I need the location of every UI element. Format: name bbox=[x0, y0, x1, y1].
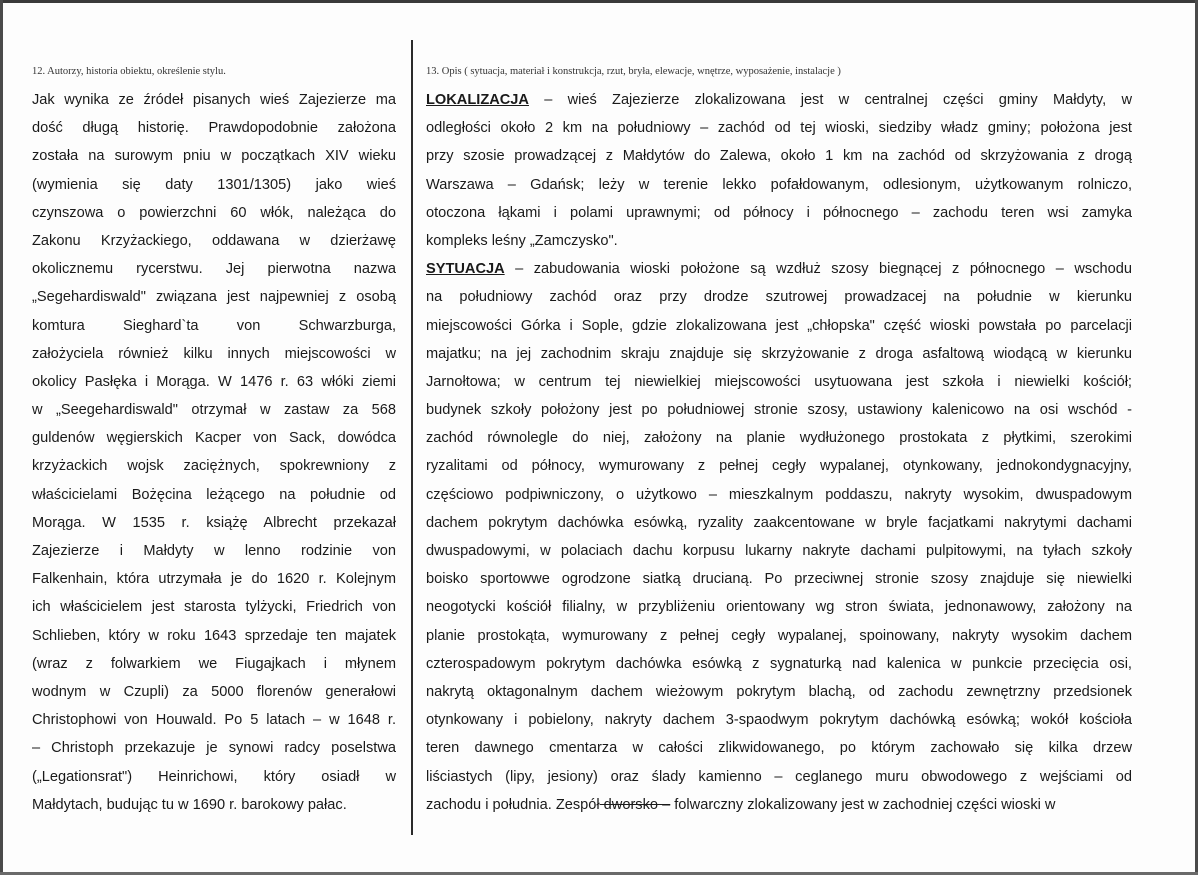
history-line: Jak wynika ze źródeł pisanych wieś Zajezierze ma bbox=[32, 92, 396, 108]
description-line: przy szosie prowadzącej z Małdytów do Zalewa, około 1 km na zachód od skrzyżowania z drogą bbox=[426, 148, 1132, 165]
history-line: guldenów węgierskich Kacper von Sack, dowódca bbox=[32, 430, 396, 447]
description-text: – wieś Zajezierze zlokalizowana jest w centralnej części gminy Małdyty, w bbox=[528, 92, 1132, 108]
scan-edge-top bbox=[0, 0, 1198, 3]
history-line: Zajezierze i Małdyty w lenno rodzinie von bbox=[32, 543, 396, 559]
description-line: teren dawnego cmentarza w całości zlikwidowanego, po którym zachowało się kilka drzew bbox=[426, 740, 1132, 757]
section-13-heading: 13. Opis ( sytuacja, materiał i konstrukcja, rzut, bryła, elewacje, wnętrze, wyposażenie, instalacje ) bbox=[426, 66, 841, 77]
history-line: ich właścicielem jest starosta tylżycki, Friedrich von bbox=[32, 599, 396, 616]
history-line: okolicznemu rycerstwu. Jej pierwotna nazwa bbox=[32, 261, 396, 278]
history-line: Morąga. W 1535 r. książę Albrecht przekazał bbox=[32, 514, 396, 531]
lokalizacja-paragraph bbox=[426, 86, 1132, 255]
right-column bbox=[426, 58, 1132, 819]
description-line bbox=[426, 255, 1132, 283]
history-text bbox=[32, 86, 396, 819]
description-line: neogotycki kościół filialny, w przybliżeniu orientowany wg stron świata, jednonawowy, założony na bbox=[426, 599, 1132, 616]
description-line: czterospadowym pokrytym dachówka esówką z sygnaturką nad kalenica w punkcie przecięcia osi, bbox=[426, 655, 1132, 672]
history-line: krzyżackich wojsk zaciężnych, spokrewniony z bbox=[32, 458, 396, 475]
lokalizacja-label: LOKALIZACJA bbox=[426, 92, 529, 108]
struck-out-text: dworsko – bbox=[599, 796, 671, 813]
description-line bbox=[426, 86, 1132, 114]
left-column bbox=[32, 58, 396, 819]
description-line: miejscowości Górka i Sople, gdzie zlokalizowana jest „chłopska" część wioski powstała po parcelacji bbox=[426, 317, 1132, 334]
column-divider bbox=[411, 40, 413, 835]
description-line: ryzalitami od północy, wymurowany z pełnej cegły wypalanej, otynkowany, jednokondygnacyjny, bbox=[426, 458, 1132, 475]
description-text: zachodu i południa. bbox=[426, 796, 552, 813]
description-text: Zespół bbox=[551, 796, 600, 813]
history-line: („Legationsrat") Heinrichowi, który osiadł w bbox=[32, 768, 396, 785]
history-line: „Segehardiswald" związana jest najpewniej z osobą bbox=[32, 289, 396, 306]
history-line: (wymienia się daty 1301/1305) jako wieś bbox=[32, 176, 396, 193]
description-line: Warszawa – Gdańsk; leży w terenie lekko pofałdowanym, odlesionym, użytkowanym rolniczo, bbox=[426, 176, 1132, 193]
description-line: otynkowany i pobielony, nakryty dachem 3-spaodwym pokrytym dachówką esówką; wokół kościoła bbox=[426, 712, 1132, 729]
history-line: dość długą historię. Prawdopodobnie założona bbox=[32, 120, 396, 137]
description-line: majatku; na jej zachodnim skraju znajduje się skrzyżowanie z droga asfaltową wiodącą w kierunku bbox=[426, 345, 1132, 362]
history-line: została na surowym pniu w początkach XIV wieku bbox=[32, 148, 396, 165]
description-line: na południowy zachód oraz przy drodze szutrowej prowadzacej na południe w kierunku bbox=[426, 289, 1132, 306]
history-line: Falkenhain, która utrzymała je do 1620 r. Kolejnym bbox=[32, 571, 396, 588]
history-line: czynszowa o powierzchni 60 włók, należąca do bbox=[32, 204, 396, 221]
description-line: liściastych (lipy, jesiony) oraz ślady kamienno – ceglanego muru obwodowego z wejściami od bbox=[426, 768, 1132, 785]
description-line: otoczona łąkami i polami uprawnymi; od północy i północnego – zachodu teren wsi zamyka bbox=[426, 204, 1132, 221]
description-line: częściowo podpiwniczony, o użytkowo – mieszkalnym poddaszu, nakryty wysokim, dwuspadowym bbox=[426, 486, 1132, 503]
history-line: w „Seegehardiswald" otrzymał w zastaw za 568 bbox=[32, 402, 396, 419]
description-line: nakrytą oktagonalnym dachem wieżowym pokrytym blachą, od zachodu zewnętrzny przedsionek bbox=[426, 683, 1132, 700]
description-line: Jarnołtowa; w centrum tej niewielkiej miejscowości usytuowana jest szkoła i niewielki kościół; bbox=[426, 373, 1132, 390]
history-line: Christophowi von Houwald. Po 5 latach – w 1648 r. bbox=[32, 712, 396, 729]
history-line: komtura Sieghard`ta von Schwarzburga, bbox=[32, 317, 396, 334]
history-line: Schlieben, który w roku 1643 sprzedaje ten majatek bbox=[32, 627, 396, 644]
description-line bbox=[426, 791, 1132, 819]
description-line: planie prostokąta, wymurowany z pełnej cegły wypalanej, spoinowany, nakryty wysokim dachem bbox=[426, 627, 1132, 644]
history-line: wodnym w Czupli) za 5000 florenów generałowi bbox=[32, 683, 396, 700]
history-line: okolicy Pasłęka i Morąga. W 1476 r. 63 włóki ziemi bbox=[32, 373, 396, 390]
description-line: dachem pokrytym dachówka esówką, ryzality zaakcentowane w bryle facjatkami nakrytymi dachami bbox=[426, 514, 1132, 531]
description-line: odległości około 2 km na południowy – zachód od tej wioski, siedziby władz gminy; położona jest bbox=[426, 120, 1132, 137]
description-line: zachód równolegle do niej, założony na planie wydłużonego prostokata z płytkimi, szerokimi bbox=[426, 430, 1132, 447]
sytuacja-label: SYTUACJA bbox=[426, 261, 505, 278]
scan-edge-left bbox=[0, 0, 3, 875]
history-line: założyciela również kilku innych miejscowości w bbox=[32, 345, 396, 362]
description-text: folwarczny zlokalizowany jest w zachodniej części wioski w bbox=[670, 796, 1056, 813]
history-line: (wraz z folwarkiem we Fiugajkach i młynem bbox=[32, 655, 396, 672]
description-text: – zabudowania wioski położone są wzdłuż szosy biegnącej z północnego – wschodu bbox=[504, 261, 1132, 278]
history-line: właścicielami Bożęcina leżącego na południe od bbox=[32, 486, 396, 503]
description-line: budynek szkoły położony jest po południowej stronie szosy, ustawiony kalenicowo na osi wschód - bbox=[426, 402, 1132, 419]
description-line: dwuspadowymi, w polaciach dachu korpusu lukarny nakryte dachami pulpitowymi, na tyłach szkoły bbox=[426, 543, 1132, 559]
description-line: boisko sportowwe ogrodzone siatką drucianą. Po przeciwnej stronie szosy znajduje się niewielki bbox=[426, 571, 1132, 588]
description-line: kompleks leśny „Zamczysko". bbox=[426, 232, 618, 249]
section-12-heading: 12. Autorzy, historia obiektu, określenie stylu. bbox=[32, 66, 226, 77]
history-line: – Christoph przekazuje je synowi radcy poselstwa bbox=[32, 740, 396, 757]
history-line: Zakonu Krzyżackiego, oddawana w dzierżawę bbox=[32, 232, 396, 249]
sytuacja-paragraph bbox=[426, 255, 1132, 819]
history-line: Małdytach, budując tu w 1690 r. barokowy pałac. bbox=[32, 796, 347, 813]
